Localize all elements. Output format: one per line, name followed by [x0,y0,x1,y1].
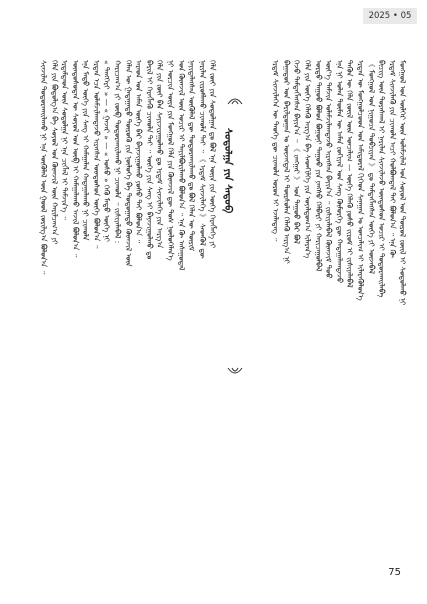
text-line [165,60,176,560]
text-line-content: ᠦᠨᠳᠦᠰᠦᠲᠡᠨ ᠦ ᠰᠣᠶᠤᠯ ᠤᠨ ᠥᠪ ᠢ ᠬᠠᠮᠠᠭᠠᠯᠠᠬᠤ ᠠᠵᠢᠯ ᠪᠣᠯᠤᠨ᠎ᠠ ᠃ [70,60,80,258]
text-line [49,60,60,560]
article-heading [222,110,244,360]
text-line [197,60,208,560]
text-line-content: ᠨᠢ ᠣᠷᠴᠢᠨ ᠦᠶᠡ ᠶᠢᠨ ᠮᠣᠩᠭᠣᠯ ᠬᠡᠯᠡ ᠶᠢᠨ ᠬᠥᠭ᠍ᠵᠢᠯ ᠳᠦ ᠳᠤᠰ ᠨᠥᠯᠦᠭᠡᠯᠡᠨ᠎ᠡ [166,60,176,261]
text-line [133,60,144,560]
text-line-content: ᠮᠣᠩᠭᠣᠯ ᠤᠨ ᠦᠯᠭᠡᠷ ᠦᠨ ᠤᠯᠠᠮᠵᠢᠯᠠᠯ ᠤᠨ ᠰᠣᠶᠤᠯ ᠤᠨ ᠲᠦᠷᠦᠯ ᠵᠦᠢᠯ ᠢ ᠰᠤᠳᠤᠯᠬᠤ ᠨᠢ [398,60,408,306]
text-line-content: ᠡᠷᠳᠡᠮ ᠰᠢᠨᠵᠢᠯᠡᠭᠡᠨ ᠦ ᠲᠡᠦᠬᠡ ᠳᠦ ᠴᠢᠬᠤᠯᠠ ᠣᠷᠤᠨ ᠢ ᠡᠵᠡᠯᠡᠳᠡᠭ ᠃ [271,60,281,242]
text-line [270,60,281,560]
text-line-content: ᠡᠨᠡ ᠮᠡᠲᠦ ᠦᠭᠡ ᠶᠢᠨ ᠰᠠᠩ ᠢ ᠬᠠᠮᠠᠭᠠᠯᠠᠨ ᠬᠠᠳᠠᠭᠠᠯᠠᠬᠤ ᠨᠢ ᠴᠢᠬᠤᠯᠠ [81,60,91,241]
text-line-content: ᠤᠨ ᠬᠥᠭ᠍ᠵᠢᠯ ᠦᠨ ᠤᠴᠢᠷ ᠢ ᠲᠠᠶᠢᠯᠪᠤᠷᠢᠯᠠᠬᠤ ᠪᠣᠯᠤᠨ᠎ᠠ ᠃ ᠡᠨᠡ ᠬᠦ ᠠᠰᠠᠭᠤᠳᠠᠯ [176,60,186,271]
text-line-content: ᠬᠡᠯᠡ ᠵᠦᠢ ᠶᠢᠨ ᠰᠤᠳᠤᠯᠭᠠᠨ ᠳᠤ ᠪᠣᠯ ᠡᠨᠡ ᠦᠶᠡ ᠶᠢᠨ ᠦᠭᠡ ᠬᠡᠷᠡᠭᠯᠡᠭᠡ ᠶᠢ [208,60,218,249]
text-line [302,60,313,560]
right-text-column [248,60,408,560]
text-line [376,60,387,560]
text-line [176,60,187,560]
text-line [38,60,49,560]
text-line [281,60,292,560]
text-line [387,60,398,560]
text-line-content: ᠲᠡᠭᠦᠨ ᠦ ᠬᠡᠯᠡ ᠵᠦᠢᠯ ᠦᠨ ᠣᠨᠴᠠᠯᠢᠭ — ᠦᠭᠡ ᠬᠡᠯᠡᠬᠦ ᠶᠣᠰᠣ ᠵᠢᠷᠤᠮ ᠢ ᠵᠢᠱᠢᠶᠡᠯᠡᠪᠡᠯ [345,60,355,288]
page-number: 75 [388,567,401,578]
text-line [186,60,197,560]
text-line [313,60,324,560]
text-line-content: ᠪᠠᠭᠠᠲᠤᠷ ᠤᠨ ᠪᠠᠷᠢᠯᠳᠤᠭᠠᠨ ᠤ ᠦᠵᠡᠭᠳᠡᠯ ᠢ ᠳᠦᠷᠰᠦᠯᠡᠨ ᠬᠡᠯᠡᠬᠦ ᠠᠷᠭ᠎ᠠ ᠨᠢ [281,60,291,264]
text-line-content: ᠨᠡᠶᠢᠲᠡᠯᠡᠭᠰᠡᠨ ᠥᠭᠦᠯᠡᠯ ᠳᠦ ᠲᠣᠳᠣᠷᠬᠠᠢᠯᠠᠬᠤ ᠳᠤ ᠪᠣᠯ ᠬᠡᠯᠡᠨ ᠦ ᠳᠦᠷᠢᠮ [187,60,197,252]
text-line-content: ᠬᠡᠯᠡ ᠶᠢᠨ ᠪᠣᠳᠣᠯᠭ᠎ᠠ ᠪᠠ ᠰᠣᠶᠤᠯ ᠤᠨ ᠬᠥᠭ᠍ᠵᠢᠯ ᠦᠨ ᠬᠠᠷᠢᠯᠴᠠᠭ᠎ᠠ ᠶᠢ [49,60,59,245]
text-line [207,60,218,560]
text-line-content: ᠨᠠᠷᠢᠯᠠᠨ ᠵᠢᠷᠤᠮᠯᠠᠬᠤ ᠴᠢᠬᠤᠯᠠ ᠲᠠᠢ ᠃ 《 ᠡᠷᠳᠡᠮ ᠰᠢᠨᠵᠢᠯᠡᠭᠡ 》 ᠰᠡᠳᠬᠦᠯ ᠳᠦ [197,60,207,259]
text-line-content: ᠡᠷᠲᠡᠨ ᠦ ᠮᠣᠩᠭᠣᠯᠴᠤᠳ ᠤᠨ ᠠᠮᠢᠳᠤᠷᠠᠯ ᠬᠢᠬᠡᠳ ᠰᠠᠨᠠᠭᠠᠨ ᠤ ᠣᠨᠴᠠᠯᠢᠭ ᠢ ᠢᠯᠡᠷᠡᠬᠦᠯᠦᠨ᠎ᠡ [356,60,366,301]
heading-ornament-bottom [226,366,244,378]
text-line-content: ᠪᠠᠷᠢᠯ ᠢ ᠬᠡᠷᠡᠭᠯᠡᠬᠦ ᠴᠢᠬᠤᠯᠠ ᠲᠠᠢ ᠃ ᠦᠭᠡ ᠶᠢᠨ ᠰᠠᠩ ᠢ ᠪᠠᠶᠠᠵᠢᠭᠤᠯᠬᠤ ᠳᠤ [144,60,154,260]
text-line [355,60,366,560]
text-line [112,60,123,560]
heading-ornament-top [226,94,244,106]
text-line-content: ᠡᠨᠡ ᠨᠢ ᠣᠯᠠᠨ ᠲᠦᠮᠡᠨ ᠦ ᠠᠮᠠᠨ ᠵᠣᠬᠢᠶᠠᠯ ᠤᠨ ᠰᠠᠩ ᠬᠥᠮᠥᠷᠭᠡ ᠳᠦ ᠬᠠᠳᠠᠭᠠᠯᠠᠭᠳᠠᠵᠤ [334,60,344,284]
text-line [397,60,408,560]
text-line-content: « ᠲᠡᠩᠭᠡᠷᠢ » — « ᠭᠠᠵᠠᠷ » — « ᠤᠰᠤ » ᠭᠡᠬᠦ ᠮᠡᠲᠦ ᠦᠭᠡ ᠨᠢ [102,60,112,242]
text-line [344,60,355,560]
text-line-content: ᠰᠢᠨᠵᠢᠯᠡᠨ ᠲᠣᠳᠣᠷᠬᠠᠢᠯᠠᠬᠤ ᠨᠢ ᠡᠨᠡ ᠥᠭᠦᠯᠡᠯ ᠦᠨ ᠭᠣᠣᠯ ᠵᠣᠷᠢᠯᠭ᠎ᠠ ᠪᠣᠯᠤᠨ᠎ᠠ ᠃ [38,60,48,275]
text-line [59,60,70,560]
text-line [144,60,155,560]
text-line [91,60,102,560]
text-line [80,60,91,560]
text-line-content: ᠭᠡᠵᠦ ᠲᠡᠮᠳᠡᠭᠯᠡᠭᠰᠡᠨ ᠪᠠᠶᠢᠨ᠎ᠠ ᠃ 《 ᠵᠠᠩᠭᠠᠷ 》 ᠤᠨ ᠳᠠᠭᠤᠤ ᠪᠠᠷ ᠪᠣᠯ [292,60,302,244]
text-line-content: 《 ᠮᠣᠩᠭᠣᠯ ᠤᠨ ᠨᠢᠭᠤᠴᠠ ᠲᠣᠪᠴᠢᠶᠠᠨ 》 ᠳᠤ ᠲᠡᠮᠳᠡᠭᠯᠡᠭᠰᠡᠨ ᠦᠭᠡ ᠶᠢ ᠦᠵᠡᠪᠡᠯ [366,60,376,274]
text-line-content: ᠠᠷᠠᠳ ᠤᠨ ᠠᠮᠠᠨ ᠦᠭᠡ ᠪᠠᠷ ᠪᠠᠶᠠᠵᠢᠭᠤᠯᠬᠤ ᠶᠣᠰᠣ ᠲᠠᠢ ᠪᠣᠯᠤᠨ᠎ᠠ ᠃ [134,60,144,243]
text-line-content: ᠬᠡᠯᠡ ᠶᠢᠨ ᠦᠭᠡ ᠬᠡᠯᠡᠬᠦ ᠠᠷᠭ᠎ᠠ ᠪᠠ ᠰᠡᠳᠬᠢᠯᠭᠡ ᠶᠢᠨ ᠤᠶᠠᠯᠳᠤᠭ᠎ᠠ ᠢᠯᠡᠷᠡᠨ᠎ᠡ [303,60,313,259]
issue-badge: 2025 • 05 [363,8,417,24]
text-line [101,60,112,560]
text-line [323,60,334,560]
text-line [291,60,302,560]
text-line [123,60,134,560]
text-line-content: ᠡᠷᠳᠡᠮ ᠰᠢᠨᠵᠢᠯᠡᠬᠦ ᠶᠢᠨ ᠴᠢᠬᠤᠯᠠ ᠠᠴᠢ ᠬᠣᠯᠪᠣᠭᠳᠠᠯ ᠲᠠᠢ ᠪᠣᠯᠤᠨ᠎ᠠ ᠃ ᠡᠨᠡ ᠬᠦ [387,60,397,258]
text-line-content: ᠬᠠᠷᠢᠴᠠᠭ᠎ᠠ ᠶᠢ ᠵᠥᠪ ᠲᠣᠳᠣᠷᠬᠠᠢᠯᠠᠬᠤ ᠨᠢ ᠴᠢᠬᠤᠯᠠ ᠃ ᠵᠢᠱᠢᠶᠡᠯᠡᠪᠡᠯ : [113,60,123,244]
text-line-content: ᠤᠷᠲᠤ ᠳᠠᠭᠤᠤ ᠪᠣᠯᠤᠨ ᠪᠣᠭᠣᠨᠢ ᠳᠠᠭᠤᠤ ᠶᠢᠨ ᠶᠠᠩᠰᠤ ᠬᠡᠯᠪᠡᠷᠢ ᠶᠢ ᠬᠠᠷᠢᠴᠠᠭᠤᠯᠪᠠᠯ [313,60,323,272]
text-line-content: ᠬᠡᠯᠡᠨ ᠦ ᠭᠠᠳᠠᠭᠠᠳᠤ ᠲᠥᠷᠦᠬᠦ ᠶᠢᠨ ᠨᠥᠯᠦᠭᠡ ᠪᠠ ᠳᠣᠲᠣᠭᠠᠳᠤ ᠬᠥᠭ᠍ᠵᠢᠯ ᠦᠨ [123,60,133,267]
text-line [70,60,81,560]
text-line-content: ᠪᠢᠴᠢᠭ᠌ ᠦᠨ ᠳᠤᠷᠠᠰᠬᠠᠯ ᠢ ᠨᠠᠷᠢᠯᠠᠨ ᠰᠢᠨᠵᠢᠯᠡᠵᠦ ᠦᠨᠳᠦᠰᠦᠨ ᠤᠴᠢᠷ ᠢ ᠲᠣᠳᠣᠷᠬᠠᠢᠯᠠᠪᠠ [377,60,387,298]
article-heading-text: ᠰᠤᠳᠤᠯᠭᠠ ᠶᠢᠨ ᠰᠡᠳᠦᠪ [222,128,233,214]
text-line-content: ᠡᠷᠳᠡᠮᠲᠡᠳ ᠦᠨ ᠰᠤᠳᠤᠯᠭᠠ ᠨᠢ ᠡᠨᠡ ᠴᠢᠭᠯᠡᠯ ᠢ ᠳᠡᠮᠵᠢᠨ᠎ᠡ ᠃ [60,60,70,220]
left-text-column [18,60,218,560]
text-line [154,60,165,560]
text-line-content: ᠬᠡᠯᠡ ᠶᠢᠨ ᠵᠦᠢ ᠪᠡᠨ ᠰᠠᠶᠢᠵᠢᠷᠠᠭᠤᠯᠬᠤ ᠳᠤ ᠡᠷᠳᠡᠮ ᠰᠢᠨᠵᠢᠯᠡᠭᠡ ᠶᠢᠨ ᠠᠷᠭ᠎ᠠ [155,60,165,249]
text-line [366,60,377,560]
text-line-content: ᠦᠶ᠎ᠡ ᠳᠠᠮᠵᠢᠨ ᠤᠯᠠᠮᠵᠢᠯᠠᠭᠳᠠᠵᠤ ᠢᠷᠡᠭᠰᠡᠨ ᠪᠠᠶᠢᠨ᠎ᠠ ᠃ ᠵᠢᠱᠢᠶᠡᠯᠡᠪᠡᠯ ᠬᠥᠭ᠍ᠵᠢᠮ ᠳᠤᠤ [324,60,334,279]
text-line-content: ᠡᠷᠲᠡᠨ ᠡᠴᠡ ᠤᠯᠠᠮᠵᠢᠯᠠᠭᠳᠠᠵᠤ ᠢᠷᠡᠭᠰᠡᠨ ᠦᠨᠳᠦᠰᠦᠨ ᠦᠭᠡ ᠪᠣᠯᠤᠨ᠎ᠠ ᠃ [91,60,101,249]
text-line [334,60,345,560]
